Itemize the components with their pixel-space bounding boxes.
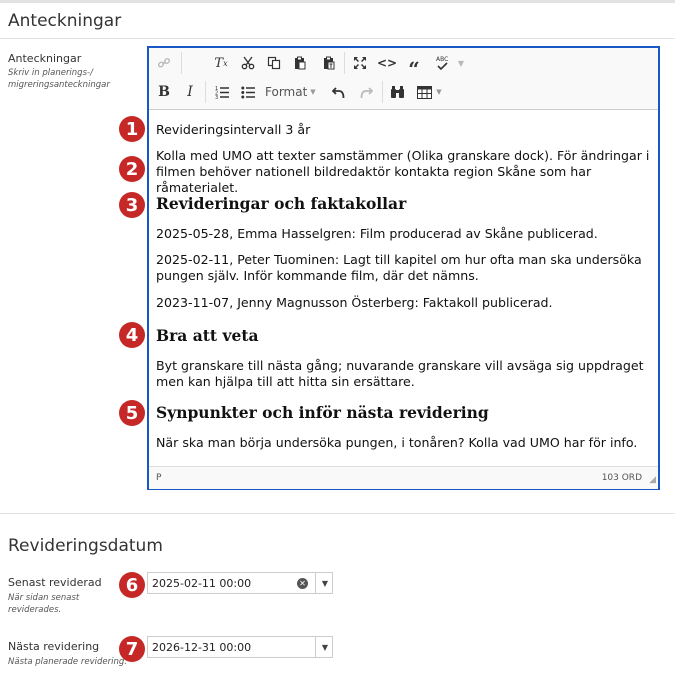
blockquote-icon[interactable]: “	[408, 57, 420, 81]
paste-icon[interactable]	[289, 52, 311, 74]
table-dropdown-icon[interactable]: ▼	[436, 88, 442, 96]
chevron-down-icon: ▼	[310, 88, 316, 96]
editor-statusbar	[149, 466, 658, 489]
source-code-icon[interactable]: <>	[376, 56, 398, 70]
svg-text:2: 2	[214, 90, 218, 97]
section-title-revideringsdatum: Revideringsdatum	[8, 536, 163, 556]
badge-6: 6	[119, 572, 145, 598]
toolbar-separator	[181, 52, 182, 74]
format-dropdown-label: Format	[265, 85, 308, 99]
copy-icon[interactable]	[263, 52, 285, 74]
toolbar-separator	[205, 81, 206, 103]
svg-text:1: 1	[214, 86, 218, 92]
word-count: 103 ORD	[601, 473, 642, 483]
badge-2: 2	[119, 156, 145, 182]
fullscreen-icon[interactable]	[349, 52, 371, 74]
format-dropdown[interactable]	[265, 81, 321, 103]
editor-paragraph: 2023-11-07, Jenny Magnusson Österberg: Faktakoll publicerad.	[156, 295, 553, 310]
element-path[interactable]: P	[156, 473, 162, 483]
svg-text:3: 3	[214, 95, 218, 99]
anteckningar-help: Skriv in planerings-/ migreringsanteckningar	[8, 68, 110, 90]
paste-text-icon[interactable]	[318, 52, 340, 74]
remove-format-icon[interactable]: T x	[214, 55, 228, 71]
spellcheck-dropdown-icon[interactable]: ▼	[457, 58, 465, 68]
chevron-down-icon[interactable]: ▼	[315, 573, 334, 593]
senast-reviderad-help: När sidan senast reviderades.	[8, 593, 80, 615]
nasta-revidering-input[interactable]	[147, 636, 333, 658]
section-title-anteckningar: Anteckningar	[8, 11, 122, 31]
redo-icon[interactable]	[355, 81, 377, 103]
badge-3: 3	[119, 192, 145, 218]
editor-paragraph: 2025-02-11, Peter Tuominen: Lagt till kapitel om hur ofta man ska undersöka pungen själv. Inför kommande film, där det nämns.	[156, 252, 642, 283]
editor-heading: Bra att veta	[156, 326, 259, 345]
editor-paragraph: Revideringsintervall 3 år	[156, 122, 311, 137]
badge-1: 1	[119, 116, 145, 142]
editor-paragraph: När ska man börja undersöka pungen, i tonåren? Kolla vad UMO har för info.	[156, 435, 638, 450]
editor-paragraph: Kolla med UMO att texter samstämmer (Olika granskare dock). För ändringar i filmen behöver nationell bildredaktör kontakta region Skåne som har råmaterialet.	[156, 148, 650, 195]
link-icon[interactable]	[153, 52, 175, 74]
nasta-revidering-value: 2026-12-31 00:00	[152, 641, 252, 654]
editor-heading: Synpunkter och inför nästa revidering	[156, 403, 489, 422]
editor-content[interactable]	[149, 110, 658, 465]
toolbar-separator	[382, 81, 383, 103]
editor-heading: Revideringar och faktakollar	[156, 194, 407, 213]
italic-icon[interactable]: I	[187, 84, 193, 100]
bold-icon[interactable]: B	[158, 84, 170, 100]
section-divider	[0, 513, 675, 514]
clear-icon[interactable]: ✕	[297, 578, 308, 589]
find-replace-icon[interactable]	[386, 81, 408, 103]
nasta-revidering-help: Nästa planerade revidering.	[8, 657, 127, 667]
resize-handle-icon[interactable]: ◢	[649, 475, 656, 485]
badge-5: 5	[119, 400, 145, 426]
table-icon[interactable]	[413, 81, 435, 103]
svg-text:ABC: ABC	[436, 56, 449, 63]
rich-text-editor[interactable]	[147, 46, 660, 490]
editor-paragraph: Byt granskare till nästa gång; nuvarande granskare vill avsäga sig uppdraget men kan hjälpa till att hitta sin ersättare.	[156, 358, 644, 389]
section-divider	[0, 38, 675, 39]
editor-paragraph: 2025-05-28, Emma Hasselgren: Film producerad av Skåne publicerad.	[156, 226, 598, 241]
editor-toolbar	[149, 48, 658, 110]
bullet-list-icon[interactable]	[237, 81, 259, 103]
senast-reviderad-input[interactable]	[147, 572, 333, 594]
chevron-down-icon[interactable]: ▼	[315, 637, 334, 657]
senast-reviderad-label: Senast reviderad	[8, 576, 102, 589]
top-divider	[0, 0, 675, 3]
nasta-revidering-label: Nästa revidering	[8, 640, 100, 653]
badge-7: 7	[119, 636, 145, 662]
spellcheck-icon[interactable]	[431, 52, 453, 74]
anteckningar-label: Anteckningar	[8, 52, 82, 65]
undo-icon[interactable]	[327, 81, 349, 103]
toolbar-separator	[344, 52, 345, 74]
cut-icon[interactable]	[237, 52, 259, 74]
numbered-list-icon[interactable]	[211, 81, 233, 103]
senast-reviderad-value: 2025-02-11 00:00	[152, 577, 252, 590]
badge-4: 4	[119, 322, 145, 348]
